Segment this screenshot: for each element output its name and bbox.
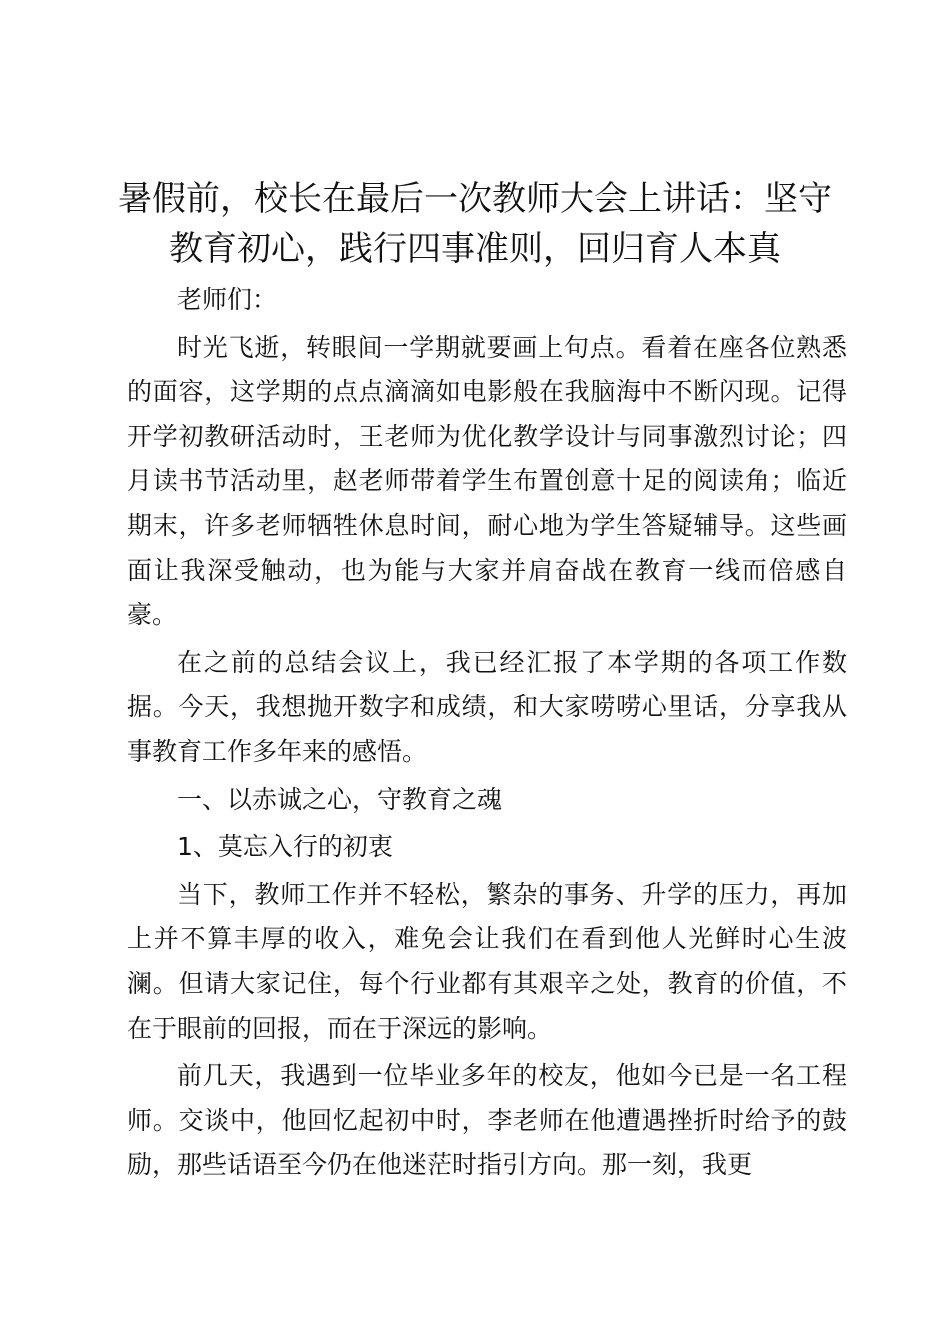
document-body bbox=[127, 278, 847, 1188]
subsection-heading: 1、莫忘入行的初衷 bbox=[177, 832, 393, 862]
salutation: 老师们： bbox=[177, 285, 278, 314]
paragraph: 当下，教师工作并不轻松，繁杂的事务、升学的压力，再加上并不算丰厚的收入，难免会让我们在看到他人光鲜时心生波澜。但请大家记住，每个行业都有其艰辛之处，教育的价值，不在于眼前的回报，而在于深远的影响。 bbox=[127, 879, 847, 1043]
document-title: 暑假前，校长在最后一次教师大会上讲话：坚守教育初心，践行四事准则，回归育人本真 bbox=[118, 179, 832, 269]
section-heading: 一、以赤诚之心，守教育之魂 bbox=[177, 784, 503, 814]
paragraph: 前几天，我遇到一位毕业多年的校友，他如今已是一名工程师。交谈中，他回忆起初中时，李老师在他遭遇挫折时给予的鼓励，那些话语至今仍在他迷茫时指引方向。那一刻，我更 bbox=[127, 1061, 847, 1180]
paragraph: 时光飞逝，转眼间一学期就要画上句点。看着在座各位熟悉的面容，这学期的点点滴滴如电影般在我脑海中不断闪现。记得开学初教研活动时，王老师为优化教学设计与同事激烈讨论；四月读书节活动里，赵老师带着学生布置创意十足的阅读角；临近期末，许多老师牺牲休息时间，耐心地为学生答疑辅导。这些画面让我深受触动，也为能与大家并肩奋战在教育一线而倍感自豪。 bbox=[127, 332, 847, 630]
paragraph: 在之前的总结会议上，我已经汇报了本学期的各项工作数据。今天，我想抛开数字和成绩，和大家唠唠心里话，分享我从事教育工作多年来的感悟。 bbox=[127, 647, 847, 766]
